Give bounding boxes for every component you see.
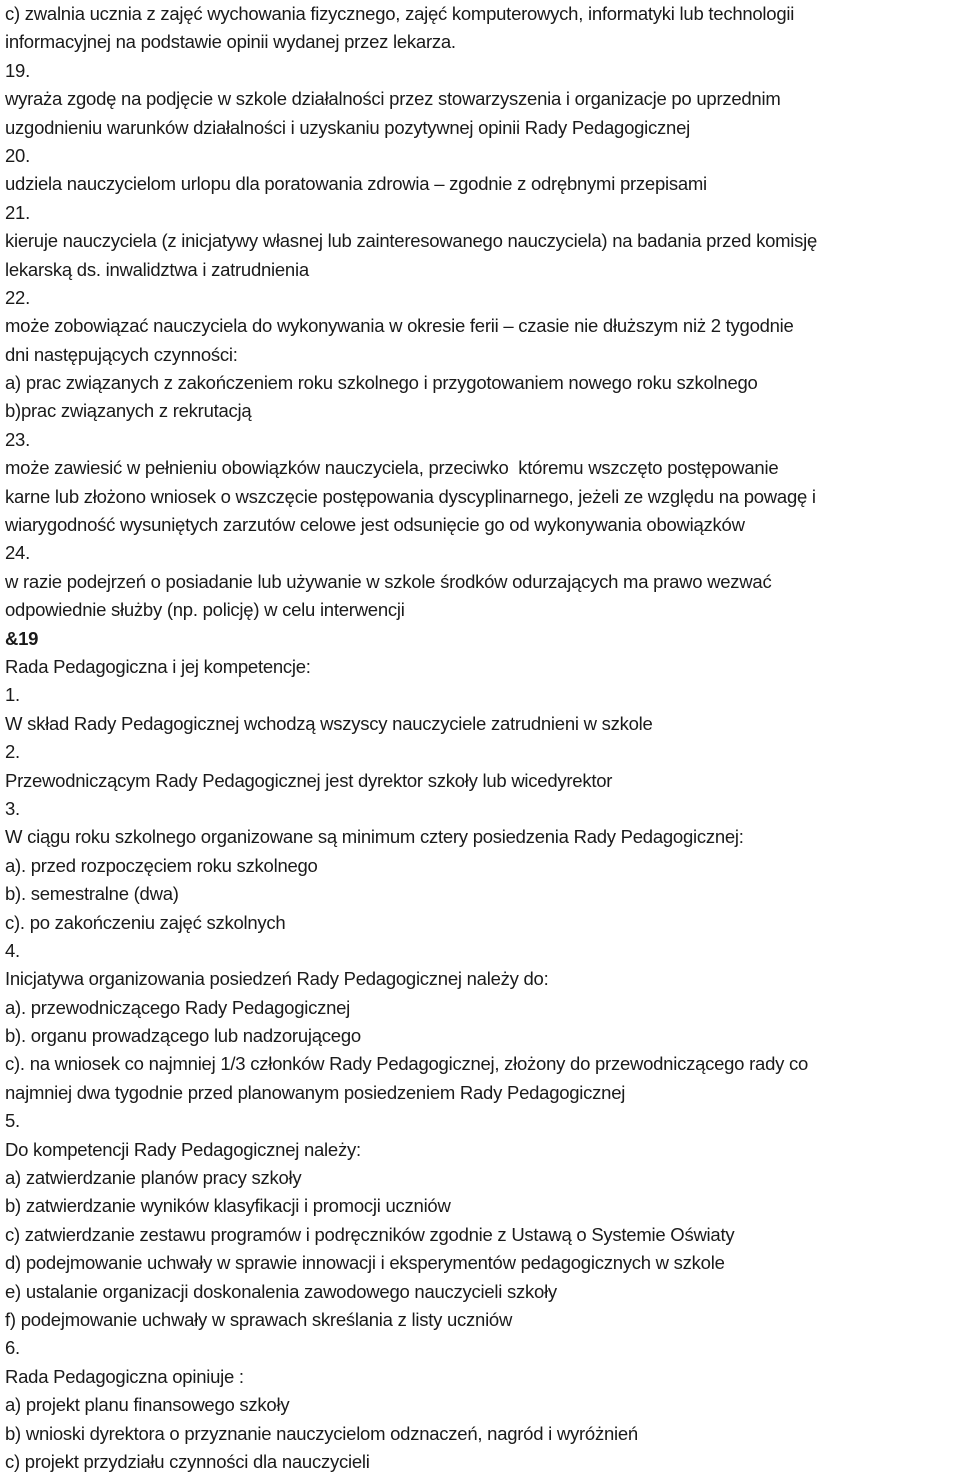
document-line: lekarską ds. inwalidztwa i zatrudnienia [5,258,309,280]
document-line: e) ustalanie organizacji doskonalenia zawodowego nauczycieli szkoły [5,1280,557,1302]
document-line: b) wnioski dyrektora o przyznanie nauczycielom odznaczeń, nagród i wyróżnień [5,1422,638,1444]
document-line: odpowiednie służby (np. policję) w celu interwencji [5,599,405,621]
document-line: c). po zakończeniu zajęć szkolnych [5,911,286,933]
document-line: 5. [5,1110,20,1132]
document-line: najmniej dwa tygodnie przed planowanym posiedzeniem Rady Pedagogicznej [5,1081,626,1103]
document-line: W skład Rady Pedagogicznej wchodzą wszyscy nauczyciele zatrudnieni w szkole [5,712,653,734]
document-line: może zobowiązać nauczyciela do wykonywania w okresie ferii – czasie nie dłuższym niż 2 tygodnie [5,315,794,337]
document-line: 1. [5,684,20,706]
document-line: 24. [5,542,30,564]
document-line: f) podejmowanie uchwały w sprawach skreślania z listy uczniów [5,1308,513,1330]
document-line: a) prac związanych z zakończeniem roku szkolnego i przygotowaniem nowego roku szkolnego [5,372,758,394]
document-line: 23. [5,428,30,450]
document-body [5,0,955,1476]
document-line: 20. [5,144,30,166]
document-line: c). na wniosek co najmniej 1/3 członków Rady Pedagogicznej, złożony do przewodniczącego rady co [5,1053,809,1075]
document-line: 22. [5,286,30,308]
document-line: c) zatwierdzanie zestawu programów i podręczników zgodnie z Ustawą o Systemie Oświaty [5,1223,735,1245]
document-line: kieruje nauczyciela (z inicjatywy własnej lub zainteresowanego nauczyciela) na badania przed komisję [5,230,818,252]
document-line: wyraża zgodę na podjęcie w szkole działalności przez stowarzyszenia i organizacje po uprzednim [5,88,781,110]
document-line: c) projekt przydziału czynności dla nauczycieli [5,1450,370,1472]
document-line: 4. [5,939,20,961]
document-line: a). przewodniczącego Rady Pedagogicznej [5,996,351,1018]
document-line: Inicjatywa organizowania posiedzeń Rady Pedagogicznej należy do: [5,968,549,990]
document-line: Rada Pedagogiczna i jej kompetencje: [5,655,311,677]
document-line: b). semestralne (dwa) [5,883,179,905]
document-line: &19 [5,627,39,649]
document-line: Do kompetencji Rady Pedagogicznej należy: [5,1138,361,1160]
document-line: może zawiesić w pełnieniu obowiązków nauczyciela, przeciwko któremu wszczęto postępowanie [5,457,779,479]
document-line: wiarygodność wysuniętych zarzutów celowe jest odsunięcie go od wykonywania obowiązków [5,514,745,536]
document-line: dni następujących czynności: [5,343,238,365]
document-line: Przewodniczącym Rady Pedagogicznej jest dyrektor szkoły lub wicedyrektor [5,769,613,791]
document-line: a) projekt planu finansowego szkoły [5,1394,290,1416]
document-line: W ciągu roku szkolnego organizowane są minimum cztery posiedzenia Rady Pedagogicznej: [5,826,744,848]
document-line: 3. [5,797,20,819]
document-line: 19. [5,59,30,81]
document-line: informacyjnej na podstawie opinii wydanej przez lekarza. [5,31,456,53]
document-line: b). organu prowadzącego lub nadzorującego [5,1025,361,1047]
document-line: b) zatwierdzanie wyników klasyfikacji i promocji uczniów [5,1195,451,1217]
document-line: w razie podejrzeń o posiadanie lub używanie w szkole środków odurzających ma prawo wezwać [5,570,772,592]
document-line: 21. [5,201,30,223]
document-line: a) zatwierdzanie planów pracy szkoły [5,1167,302,1189]
document-line: udziela nauczycielom urlopu dla poratowania zdrowia – zgodnie z odrębnymi przepisami [5,173,707,195]
document-line: d) podejmowanie uchwały w sprawie innowacji i eksperymentów pedagogicznych w szkole [5,1252,725,1274]
document-line: karne lub złożono wniosek o wszczęcie postępowania dyscyplinarnego, jeżeli ze względu na powagę i [5,485,816,507]
document-line: 6. [5,1337,20,1359]
document-line: a). przed rozpoczęciem roku szkolnego [5,854,318,876]
document-line: Rada Pedagogiczna opiniuje : [5,1365,244,1387]
document-line: c) zwalnia ucznia z zajęć wychowania fizycznego, zajęć komputerowych, informatyki lub technologii [5,3,795,24]
document-line: uzgodnieniu warunków działalności i uzyskaniu pozytywnej opinii Rady Pedagogicznej [5,116,690,138]
document-line: 2. [5,741,20,763]
document-line: b)prac związanych z rekrutacją [5,400,252,422]
